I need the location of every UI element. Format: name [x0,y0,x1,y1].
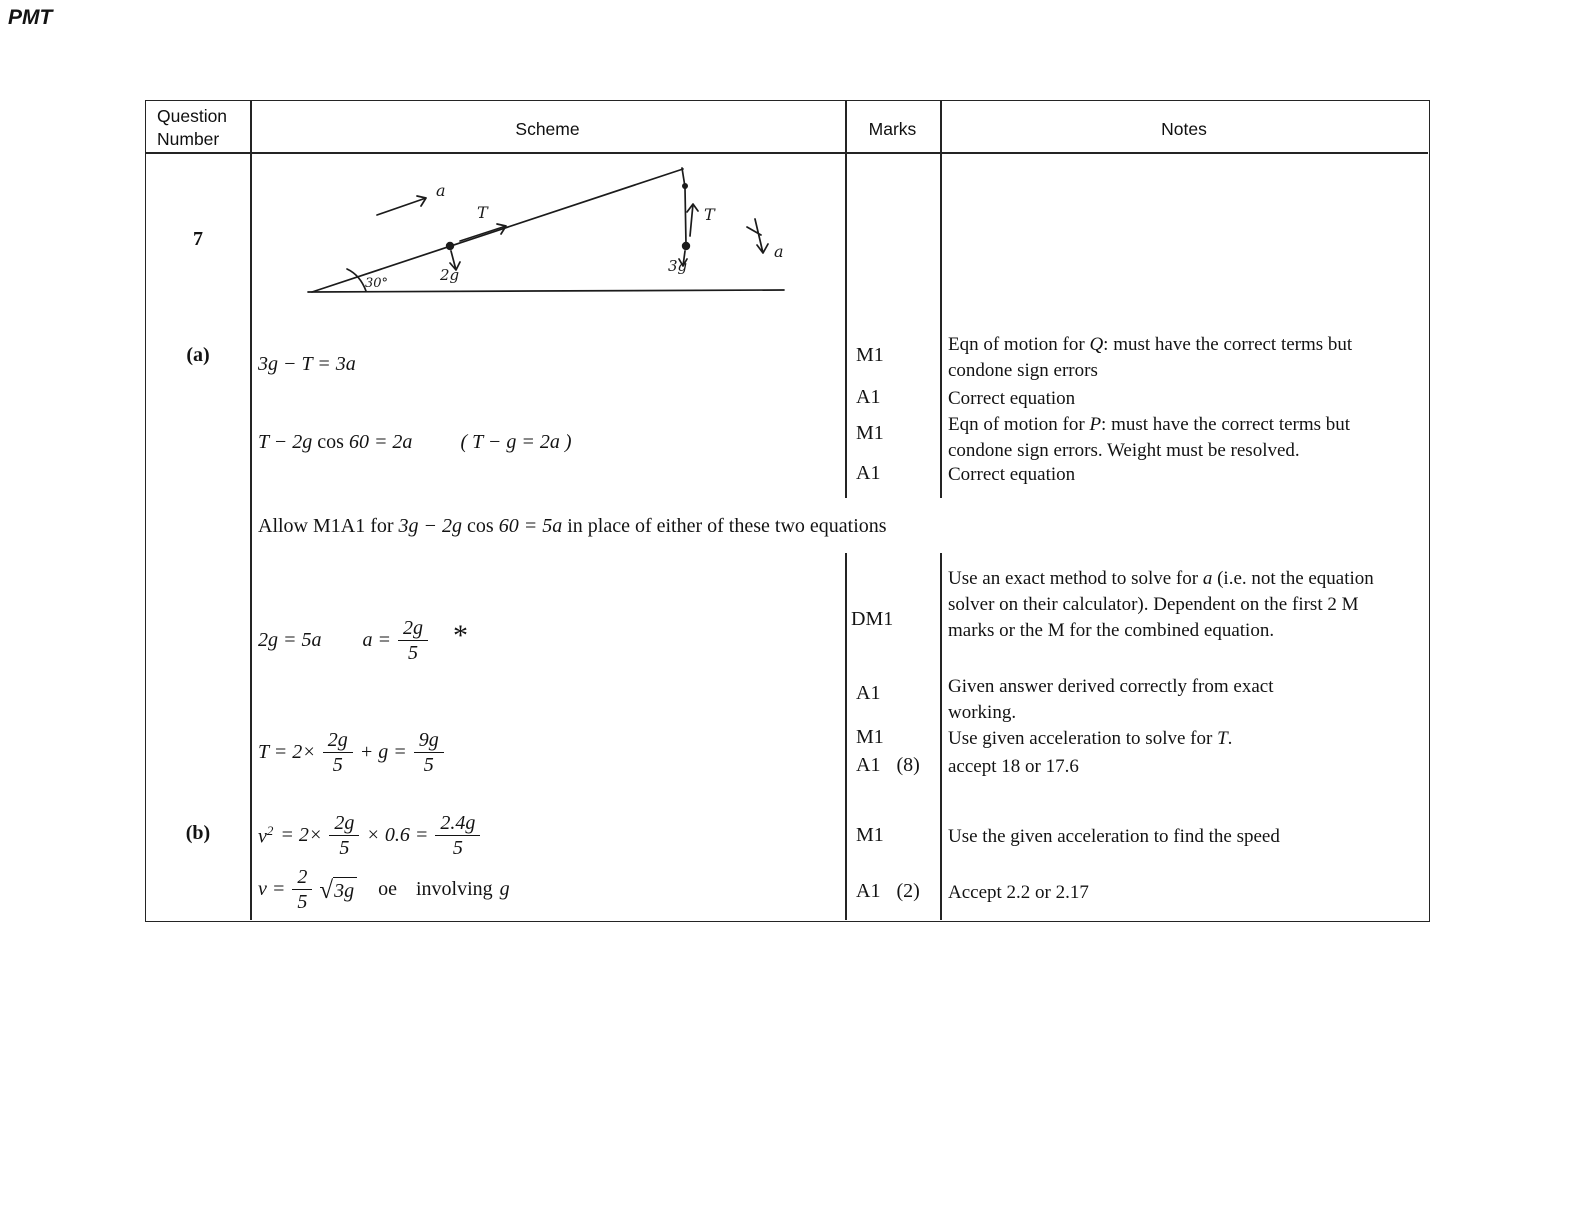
equation-v-squared [258,812,480,860]
eq2-part2: 60 = 2a [343,431,413,453]
table-line-marks-notes-bottom [940,553,942,920]
slope-accel-arrow [377,196,426,215]
slope-particle [446,242,454,250]
eq4-fraction2 [414,729,444,777]
mark-total-2: (2) [896,880,920,902]
table-line-scheme-marks-bottom [845,553,847,920]
eq5-fraction1 [329,812,359,860]
eq4-part1: T = 2× [258,741,316,764]
note-eqn-motion-p [948,412,1382,464]
allow-eq-part1: 3g − 2g [398,515,468,537]
allow-pre: Allow M1A1 for [258,515,399,537]
table-line-header-bottom [145,152,1428,154]
eq5-exponent: 2 [266,823,274,839]
eq4-fraction1 [323,729,353,777]
eq5-part2: × 0.6 = [366,824,429,847]
mark-a1-total-8 [856,754,920,777]
mark-m1-d: M1 [856,824,884,846]
eq4-part2: + g = [359,741,407,764]
note-correct-equation-1: Correct equation [948,388,1076,409]
eq6-part1: v = [258,878,286,901]
eq4-f1-denominator: 5 [332,754,343,777]
eq5-part1: = 2× [280,824,323,847]
equation-T-9g5 [258,729,444,777]
note7-pre: Use given acceleration to solve for [948,728,1218,749]
note-find-speed: Use the given acceleration to find the speed [948,826,1280,847]
eq5-f1-denominator: 5 [339,837,350,860]
eq3-numerator: 2g [398,617,428,641]
eq5-f1-numerator: 2g [329,812,359,836]
diagram-svg [270,158,830,316]
mark-dm1: DM1 [851,608,894,630]
mark-a1-d: A1 [856,754,881,776]
eq2-cos: cos [317,431,344,453]
note-accept-18: accept 18 or 17.6 [948,756,1079,777]
allow-cos: cos [467,515,494,537]
note7-var: T [1217,728,1228,749]
col-header-scheme: Scheme [515,119,580,139]
note-given-answer: Given answer derived correctly from exact working. [948,676,1274,723]
eq5-f2-numerator: 2.4g [435,812,480,836]
slope-tension-arrow [460,224,506,241]
eq4-f1-numerator: 2g [323,729,353,753]
eq6-denominator: 5 [297,891,308,914]
note1-post: : must have the correct terms but condone sign errors [948,334,1353,381]
note-solve-for-t [948,726,1232,752]
eq5-v-term [258,823,273,849]
col-header-question-number [157,105,247,151]
mark-m1-b: M1 [856,422,884,444]
note3-post: : must have the correct terms but condone sign errors. Weight must be resolved. [948,414,1351,461]
eq6-involving: involving [416,878,493,901]
eq5-fraction2 [435,812,480,860]
given-answer-star: * [453,618,468,652]
question-number: 7 [193,228,203,250]
mark-m1-c: M1 [856,726,884,748]
equation-3g-T-3a: 3g − T = 3a [258,353,356,375]
label-angle: 30° [365,276,389,291]
hanging-string [685,188,686,245]
note5-post: (i.e. not the equation solver on their calculator). Dependent on the first 2 M marks or the M for the combined equation. [948,568,1374,641]
mark-a1-b: A1 [856,462,881,484]
note1-pre: Eqn of motion for [948,334,1090,355]
col-header-marks: Marks [868,119,917,139]
label-hang-accel: a [774,242,784,261]
note-correct-equation-2: Correct equation [948,464,1076,485]
note-exact-method [948,566,1382,643]
note3-pre: Eqn of motion for [948,414,1090,435]
label-hang-weight: 3g [668,257,688,275]
eq5-v: v [258,825,267,848]
radical-icon: √ [319,876,334,904]
eq3-denominator: 5 [408,642,418,665]
note5-pre: Use an exact method to solve for [948,568,1203,589]
note3-var: P [1089,414,1102,435]
eq6-g: g [499,878,510,901]
eq3-mid: a = [362,629,391,652]
part-a-label: (a) [186,344,210,366]
mark-m1-a: M1 [856,344,884,366]
label-slope-weight: 2g [440,266,460,284]
mark-total-8: (8) [896,754,920,776]
eq2-part1: T − 2g [258,431,318,453]
eq6-radicand: 3g [333,877,357,903]
table-line-question-scheme [250,100,252,920]
label-hang-tension: T [704,205,715,224]
watermark-pmt: PMT [8,6,53,29]
label-slope-tension: T [477,203,488,222]
table-line-marks-notes-top [940,100,942,498]
col-header-notes: Notes [1161,119,1207,139]
label-slope-accel: a [436,181,446,200]
eq6-sqrt [319,877,357,903]
allow-post: in place of either of these two equations [562,515,887,537]
eq4-f2-denominator: 5 [423,754,434,777]
mark-a1-a: A1 [856,386,881,408]
eq3-fraction [398,617,428,665]
note1-var: Q [1089,334,1104,355]
mark-a1-e: A1 [856,880,881,902]
equation-v-root-3g [258,866,510,914]
eq5-f2-denominator: 5 [452,837,463,860]
equation-2g-5a [258,617,468,665]
table-line-scheme-marks-top [845,100,847,498]
eq2-paren: ( T − g = 2a ) [460,431,572,453]
hanging-particle [682,242,690,250]
hanging-tension-arrow [687,204,698,236]
note-accept-2-2: Accept 2.2 or 2.17 [948,882,1089,903]
allow-note [258,513,887,540]
note5-var: a [1202,568,1213,589]
col-header-question-line1: Question [157,106,228,126]
eq6-fraction [292,866,312,914]
note7-post: . [1227,728,1233,749]
eq6-numerator: 2 [292,866,312,890]
note-eqn-motion-q [948,332,1378,384]
equation-T-2gcos60 [258,431,572,454]
eq6-oe: oe [378,878,397,901]
question-diagram [270,158,830,316]
eq3-lhs: 2g = 5a [258,629,322,652]
hanging-accel-arrow [747,219,768,253]
eq4-f2-numerator: 9g [414,729,444,753]
mark-a1-c: A1 [856,682,881,704]
mark-a1-total-2 [856,880,920,903]
part-b-label: (b) [185,822,211,844]
allow-eq-part2: 60 = 5a [493,515,563,537]
pulley-icon [682,183,688,189]
incline-line [312,169,683,292]
col-header-question-line2: Number [157,128,220,149]
